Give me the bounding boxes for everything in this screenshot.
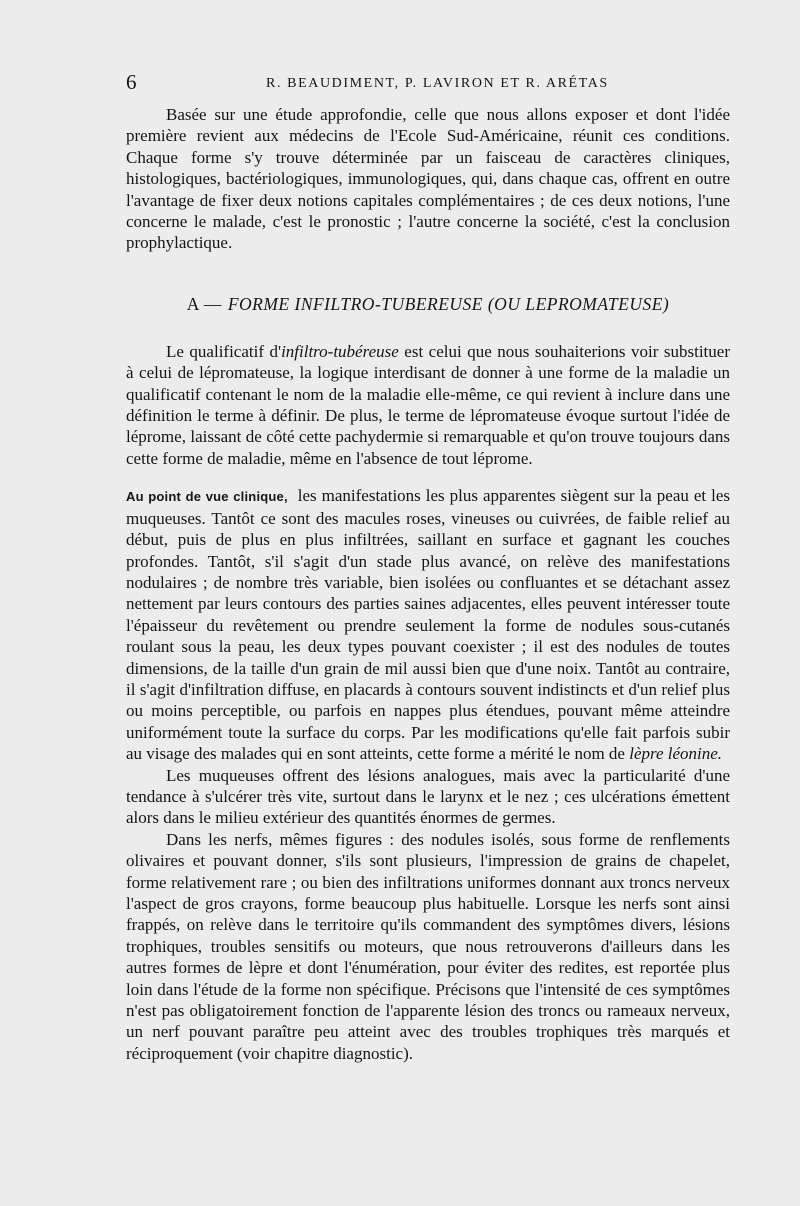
paragraph-muqueuses: Les muqueuses offrent des lésions analogues, mais avec la particularité d'une tendance à s'ulcérer très vite, surtout dans le larynx et le nez ; ces ulcérations émettent alors dans le milieu extérieur des quantités énormes de germes. bbox=[126, 765, 730, 828]
intro-paragraph: Basée sur une étude approfondie, celle que nous allons exposer et dont l'idée première revient aux médecins de l'Ecole Sud-Américaine, réunit ces conditions. Chaque forme s'y trouve déterminée par un faisceau de caractères cliniques, histologiques, bactériologiques, immunologiques, qui, dans chaque cas, offrent en outre l'avantage de fixer deux notions capitales complémentaires ; de ces deux notions, l'une concerne le malade, c'est le pronostic ; l'autre concerne la société, c'est la conclusion prophylactique. bbox=[126, 105, 730, 253]
paragraph-text: Le qualificatif d' bbox=[166, 341, 282, 361]
page-header bbox=[126, 70, 708, 96]
paragraph-clinique bbox=[126, 485, 730, 764]
section-title: FORME INFILTRO-TUBEREUSE (OU LEPROMATEUSE) bbox=[227, 293, 670, 314]
section-letter: A — bbox=[186, 293, 222, 314]
running-head: R. BEAUDIMENT, P. LAVIRON ET R. ARÉTAS bbox=[266, 76, 609, 91]
paragraph-text: les manifestations les plus apparentes siègent sur la peau et les muqueuses. Tantôt ce sont des macules roses, vineuses ou cuivrées, de faible relief au début, puis de plus en plus infiltrées, saillant en surface et gagnant les couches profondes. Tantôt, s'il s'agit d'un stade plus avancé, on relève des manifestations nodulaires ; de nombre très variable, bien isolées ou confluantes et se détachant assez nettement par leurs contours des parties saines adjacentes, elles peuvent intéresser toute l'épaisseur du revêtement ou prendre seulement la forme de nodules sous-cutanés roulant sous la peau, les deux types pouvant coexister ; il est des nodules de toutes dimensions, de la taille d'un grain de mil aussi bien que d'une noix. Tantôt au contraire, il s'agit d'infiltration diffuse, en placards à contours souvent indistincts et d'un relief plus ou moins perceptible, ou parfois en nappes plus étendues, pouvant même atteindre uniformément toute la surface du corps. Par les modifications qu'elle fait parfois subir au visage des malades qui en sont atteints, cette forme a mérité le nom de bbox=[126, 486, 730, 764]
section-heading bbox=[126, 294, 730, 315]
paragraph-nerfs: Dans les nerfs, mêmes figures : des nodules isolés, sous forme de renflements olivaires et pouvant donner, s'ils sont plusieurs, l'impression de grains de chapelet, forme relativement rare ; ou bien des infiltrations uniformes donnant aux troncs nerveux l'aspect de gros crayons, forme beaucoup plus habituelle. Lorsque les nerfs sont ainsi frappés, on relève dans le territoire qu'ils commandent des symptômes divers, lésions trophiques, troubles sensitifs ou moteurs, que nous retrouverons d'ailleurs dans les autres formes de lèpre et dont l'énumération, pour éviter des redites, est reportée plus loin dans l'étude de la forme non spécifique. Précisons que l'intensité de ces symptômes n'est pas obligatoirement fonction de l'apparente lésion des troncs ou rameaux nerveux, un nerf pouvant paraître peu atteint avec des troubles trophiques très marqués et réciproquement (voir chapitre diagnostic). bbox=[126, 829, 730, 1063]
italic-term: infiltro-tubéreuse bbox=[281, 341, 399, 361]
runin-heading: Au point de vue clinique, bbox=[126, 489, 288, 505]
paragraph-gap bbox=[126, 469, 730, 485]
page-number: 6 bbox=[126, 70, 137, 94]
paragraph-qualificatif bbox=[126, 341, 730, 469]
italic-term: lèpre léonine. bbox=[629, 744, 723, 764]
paragraph-text: est celui que nous souhaiterions voir substituer à celui de lépromateuse, la logique interdisant de donner à une forme de la maladie un qualificatif contenant le nom de la maladie elle-même, ce qui revient à inclure dans une définition le terme à définir. De plus, le terme de lépromateuse évoque surtout l'idée de léprome, laissant de côté cette pachydermie si remarquable et qu'on trouve toujours dans cette forme de maladie, même en l'absence de tout léprome. bbox=[126, 341, 730, 468]
page-body bbox=[126, 104, 730, 1064]
